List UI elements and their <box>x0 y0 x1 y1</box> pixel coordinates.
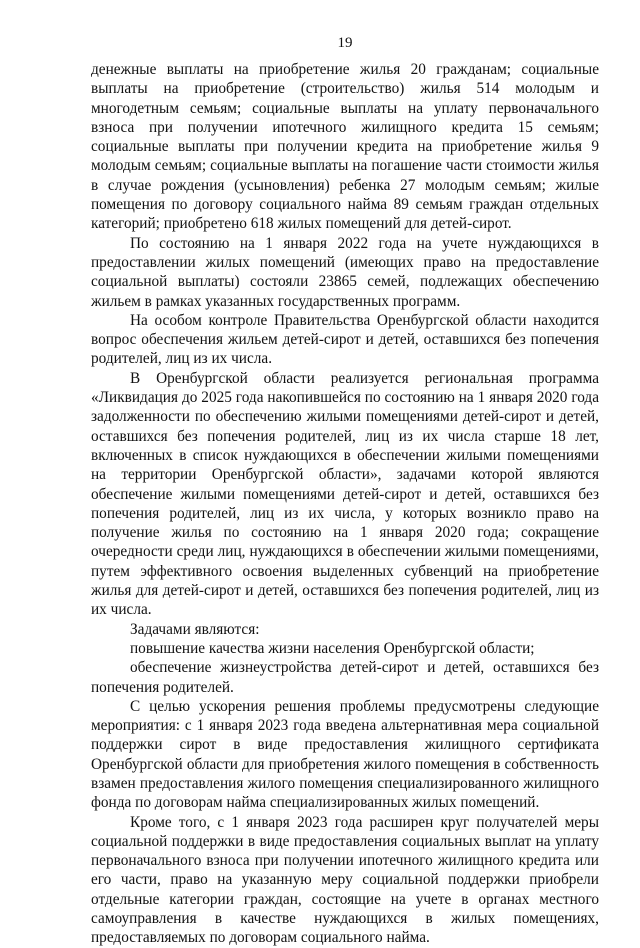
paragraph-regional-program: В Оренбургской области реализуется региональная программа «Ликвидация до 2025 года накопившейся по состоянию на 1 января 2020 года задолженности по обеспечению жилыми помещениями детей-сирот и детей, оставшихся без попечения родителей, лиц из их числа старше 18 лет, включенных в список нуждающихся в обеспечении жилыми помещениями на территории Оренбургской области», задачами которой являются обеспечение жилыми помещениями детей-сирот и детей, оставшихся без попечения родителей, лиц из их числа, у которых возникло право на получение жилья по состоянию на 1 января 2020 года; сокращение очередности среди лиц, нуждающихся в обеспечении жилыми помещениями, путем эффективного освоения выделенных субвенций на приобретение жилья для детей-сирот и детей, оставшихся без попечения родителей, лиц из их числа. <box>91 369 599 619</box>
paragraph-expanded-recipients: Кроме того, с 1 января 2023 года расширен круг получателей меры социальной поддержки в виде предоставления социальных выплат на уплату первоначального взноса при получении ипотечного жилищного кредита или его части, право на указанную меру социальной поддержки приобрели отдельные категории граждан, состоящие на учете в органах местного самоуправления в качестве нуждающихся в жилых помещениях, предоставляемых по договорам социального найма. <box>91 813 599 947</box>
paragraph-task-quality-of-life: повышение качества жизни населения Оренбургской области; <box>130 639 535 657</box>
paragraph-housing-payments: денежные выплаты на приобретение жилья 20 гражданам; социальные выплаты на приобретение (строительство) жилья 514 молодым и многодетным семьям; социальные выплаты на уплату первоначального взноса при получении ипотечного жилищного кредита 15 семьям; социальные выплаты при получении кредита на приобретение жилья 9 молодым семьям; социальные выплаты на погашение части стоимости жилья в случае рождения (усыновления) ребенка 27 молодым семьям; жилые помещения по договору социального найма 89 семьям граждан отдельных категорий; приобретено 618 жилых помещений для детей-сирот. <box>91 61 599 233</box>
paragraph-task-orphans: обеспечение жизнеустройства детей-сирот и детей, оставшихся без попечения родителей. <box>91 659 599 696</box>
paragraph-measures: С целью ускорения решения проблемы предусмотрены следующие мероприятия: с 1 января 2023 года введена альтернативная мера социальной поддержки сирот в виде предоставления жилищного сертификата Оренбургской области для приобретения жилого помещения в собственность взамен предоставления жилого помещения специализированного жилищного фонда по договорам найма специализированных жилых помещений. <box>91 697 599 812</box>
page-number: 19 <box>337 35 353 51</box>
paragraph-tasks-heading: Задачами являются: <box>130 620 260 638</box>
paragraph-waiting-list: По состоянию на 1 января 2022 года на учете нуждающихся в предоставлении жилых помещений (имеющих право на предоставление социальной выплаты) состояли 23865 семей, подлежащих обеспечению жильем в рамках указанных государственных программ. <box>91 234 599 310</box>
paragraph-government-control: На особом контроле Правительства Оренбургской области находится вопрос обеспечения жильем детей-сирот и детей, оставшихся без попечения родителей, лиц из их числа. <box>91 311 599 368</box>
